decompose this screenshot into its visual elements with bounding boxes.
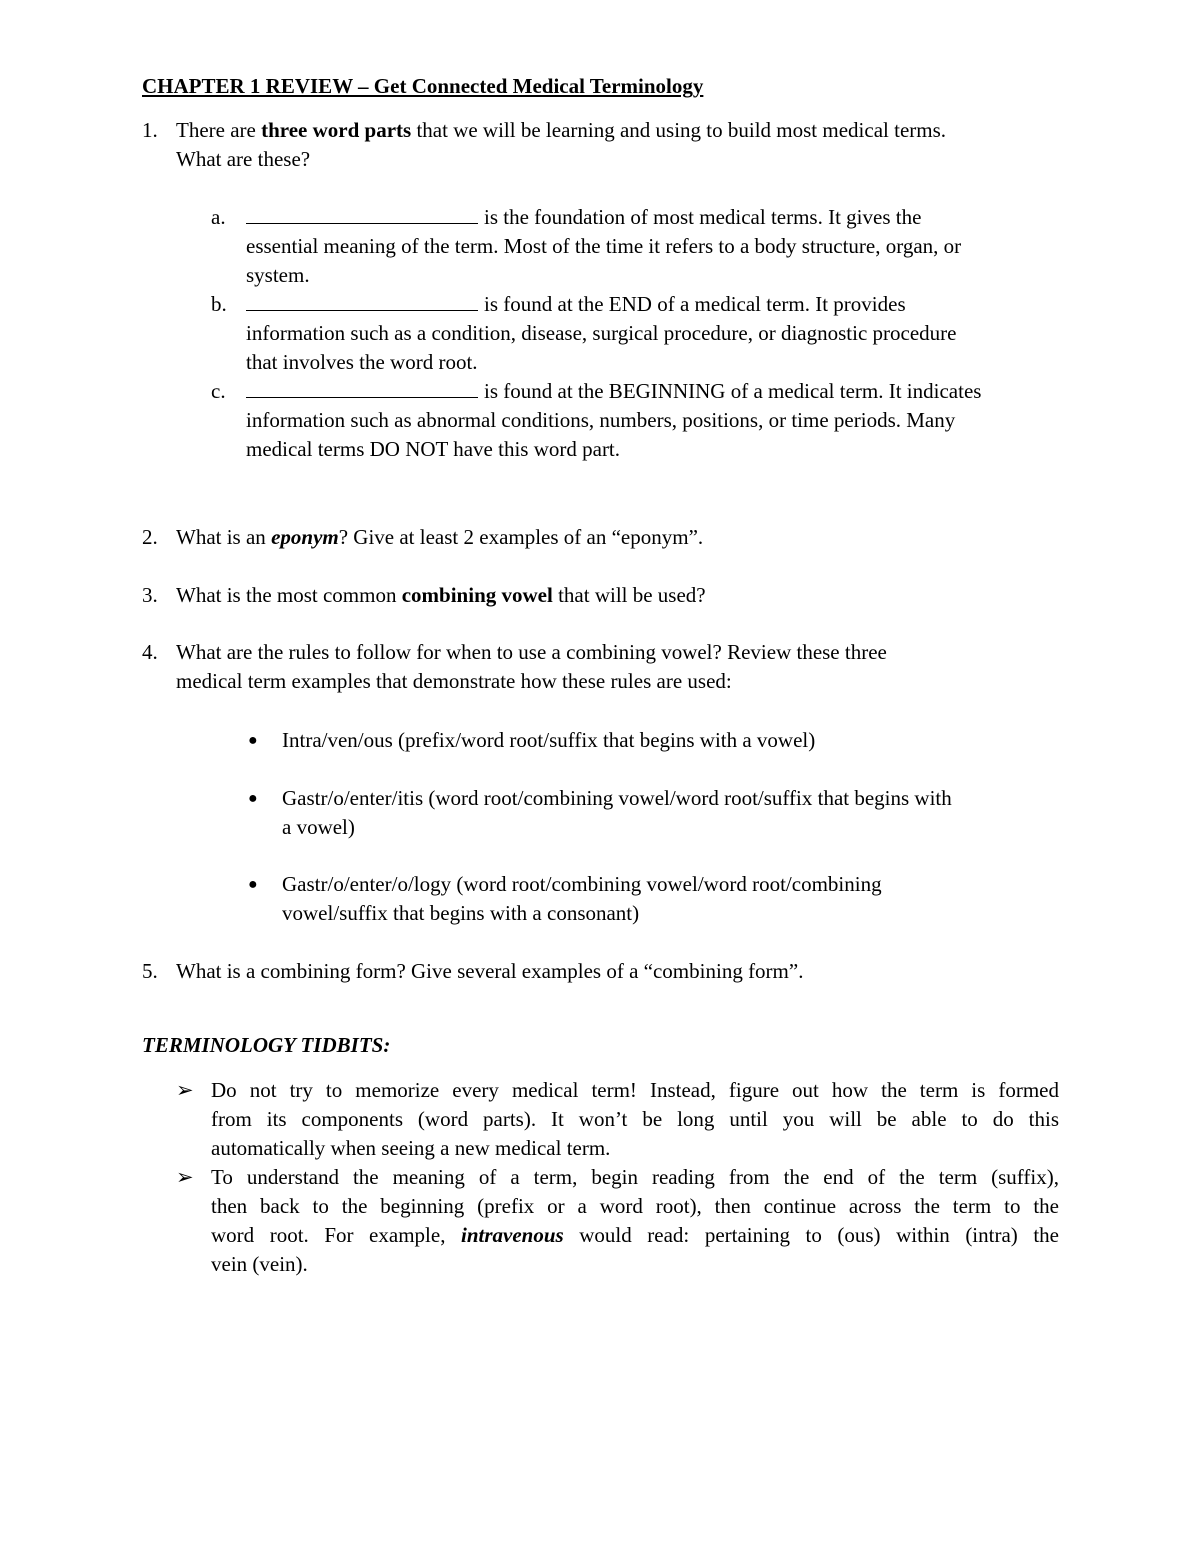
q5-number: 5. <box>142 959 158 983</box>
answer-blank-b[interactable] <box>246 292 478 311</box>
q1b-line1: is found at the END of a medical term. It provides <box>246 290 906 319</box>
q4-bullet2-line1: Gastr/o/enter/itis (word root/combining vowel/word root/suffix that begins with <box>282 786 952 810</box>
q1b-line2: information such as a condition, disease, surgical procedure, or diagnostic procedure <box>246 321 957 345</box>
q1a-line2: essential meaning of the term. Most of the time it refers to a body structure, organ, or <box>246 234 962 258</box>
page-title: CHAPTER 1 REVIEW – Get Connected Medical Terminology <box>142 74 704 98</box>
q4-bullet1-line1: Intra/ven/ous (prefix/word root/suffix that begins with a vowel) <box>282 728 816 752</box>
arrow-bullet-icon: ➢ <box>176 1078 194 1102</box>
tidbit2-line1: To understand the meaning of a term, begin reading from the end of the term (suffix), <box>211 1165 1059 1189</box>
bullet-icon: ● <box>248 732 258 749</box>
q1-line1: There are three word parts that we will be learning and using to build most medical terms. <box>176 118 947 142</box>
tidbit2-line4: vein (vein). <box>211 1252 308 1276</box>
arrow-bullet-icon: ➢ <box>176 1165 194 1189</box>
q3-text: What is the most common combining vowel that will be used? <box>176 583 706 607</box>
q1b-label: b. <box>211 292 227 316</box>
answer-blank-c[interactable] <box>246 379 478 398</box>
q1c-line2: information such as abnormal conditions, numbers, positions, or time periods. Many <box>246 408 956 432</box>
q1c-line3: medical terms DO NOT have this word part. <box>246 437 621 461</box>
tidbit2-line2: then back to the beginning (prefix or a word root), then continue across the term to the <box>211 1194 1059 1218</box>
q2-number: 2. <box>142 525 158 549</box>
q4-line2: medical term examples that demonstrate how these rules are used: <box>176 669 732 693</box>
tidbit2-line3: word root. For example, intravenous would read: pertaining to (ous) within (intra) the <box>211 1223 1059 1247</box>
q1c-label: c. <box>211 379 226 403</box>
q1b-line3: that involves the word root. <box>246 350 478 374</box>
q4-bullet3-line2: vowel/suffix that begins with a consonant) <box>282 901 640 925</box>
q1c-line1: is found at the BEGINNING of a medical term. It indicates <box>246 377 981 406</box>
tidbit1-line3: automatically when seeing a new medical term. <box>211 1136 611 1160</box>
q1-line2: What are these? <box>176 147 311 171</box>
q4-bullet2-line2: a vowel) <box>282 815 355 839</box>
bullet-icon: ● <box>248 876 258 893</box>
q1a-label: a. <box>211 205 226 229</box>
q5-text: What is a combining form? Give several examples of a “combining form”. <box>176 959 804 983</box>
q4-line1: What are the rules to follow for when to use a combining vowel? Review these three <box>176 640 887 664</box>
q1a-line3: system. <box>246 263 310 287</box>
bullet-icon: ● <box>248 790 258 807</box>
q4-bullet3-line1: Gastr/o/enter/o/logy (word root/combining vowel/word root/combining <box>282 872 882 896</box>
answer-blank-a[interactable] <box>246 205 478 224</box>
q3-number: 3. <box>142 583 158 607</box>
q2-text: What is an eponym? Give at least 2 examples of an “eponym”. <box>176 525 704 549</box>
tidbits-heading: TERMINOLOGY TIDBITS: <box>142 1033 391 1057</box>
q4-number: 4. <box>142 640 158 664</box>
q1-number: 1. <box>142 118 158 142</box>
tidbit1-line2: from its components (word parts). It won’t be long until you will be able to do this <box>211 1107 1059 1131</box>
q1a-line1: is the foundation of most medical terms. It gives the <box>246 203 921 232</box>
tidbit1-line1: Do not try to memorize every medical term! Instead, figure out how the term is formed <box>211 1078 1059 1102</box>
